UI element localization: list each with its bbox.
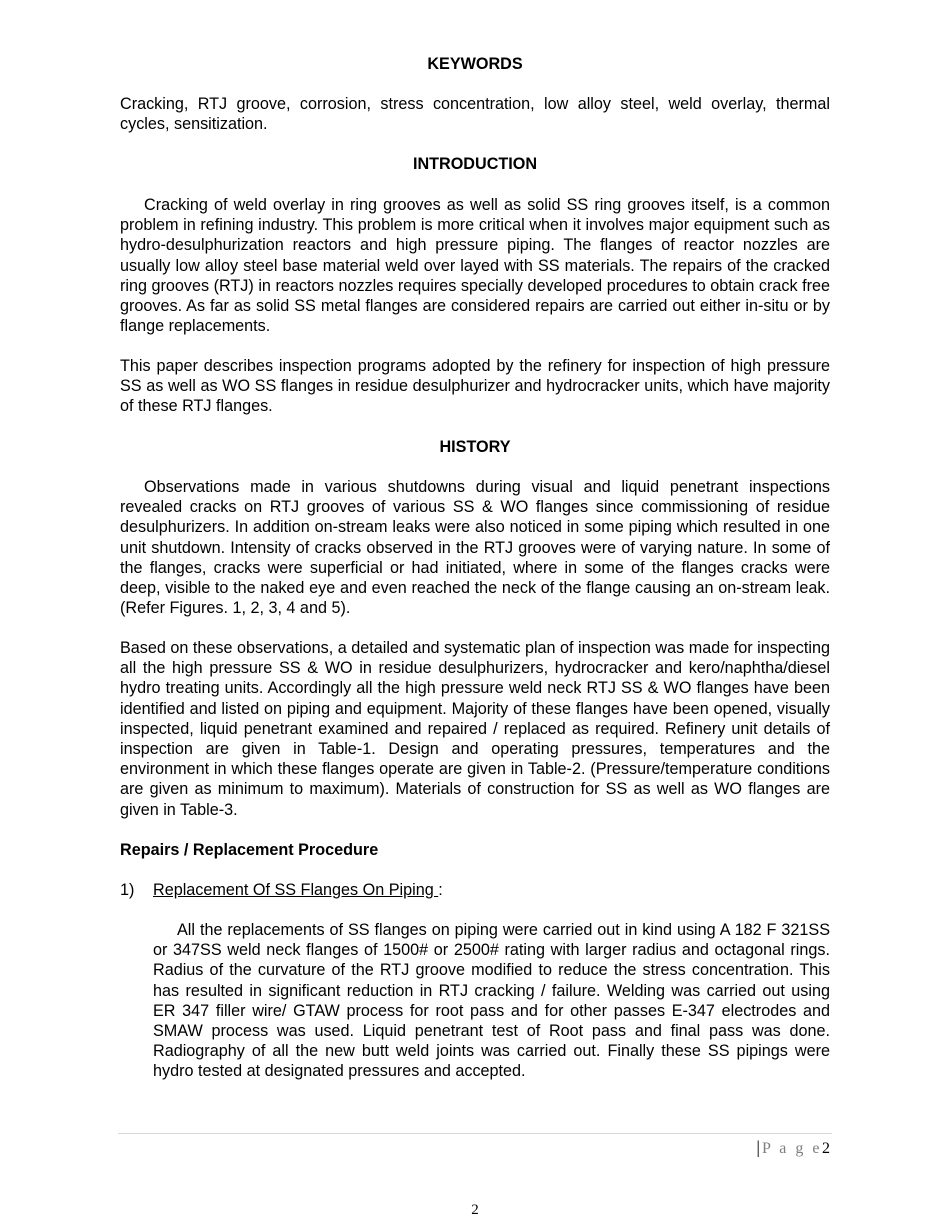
history-paragraph-1: Observations made in various shutdowns during visual and liquid penetrant inspections revealed cracks on RTJ grooves of various SS & WO flanges since commissioning of residue desulphurizers. In addition on-stream leaks were also noticed in some piping which resulted in one unit shutdown. Intensity of cracks observed in the RTJ grooves were of varying nature. In some of the flanges, cracks were superficial or had initiated, where in some of the flanges cracks were deep, visible to the naked eye and even reached the neck of the flange causing an on-stream leak. (Refer Figures. 1, 2, 3, 4 and 5). <box>120 478 830 618</box>
introduction-heading: INTRODUCTION <box>412 155 538 173</box>
footer-bar: | <box>756 1137 760 1157</box>
keywords-text: Cracking, RTJ groove, corrosion, stress concentration, low alloy steel, weld overlay, thermal cycles, sensitization. <box>120 95 830 134</box>
footer-page-number: 2 <box>822 1140 830 1157</box>
footer-page-label <box>756 1137 830 1159</box>
bottom-page-number: 2 <box>471 1202 479 1218</box>
history-paragraph-2: Based on these observations, a detailed and systematic plan of inspection was made for inspecting all the high pressure SS & WO in residue desulphurizers, hydrocracker and kero/naphtha/diesel hydro treating units. Accordingly all the high pressure weld neck RTJ SS & WO flanges have been identified and listed on piping and equipment. Majority of these flanges have been opened, visually inspected, liquid penetrant examined and repaired / replaced as required. Refinery unit details of inspection are given in Table-1. Design and operating pressures, temperatures and the environment in which these flanges operate are given in Table-2. (Pressure/temperature conditions are given as minimum to maximum). Materials of construction for SS as well as WO flanges are given in Table-3. <box>120 639 830 819</box>
introduction-paragraph-2: This paper describes inspection programs adopted by the refinery for inspection of high pressure SS as well as WO SS flanges in residue desulphurizer and hydrocracker units, which have majority of these RTJ flanges. <box>120 357 830 416</box>
list-item-title-suffix: : <box>438 881 443 899</box>
list-item-number: 1) <box>120 881 135 899</box>
list-item-title <box>153 880 443 900</box>
list-item-body: All the replacements of SS flanges on piping were carried out in kind using A 182 F 321SS or 347SS weld neck flanges of 1500# or 2500# rating with larger radius and octagonal rings. Radius of the curvature of the RTJ groove modified to reduce the stress concentration. This has resulted in significant reduction in RTJ cracking / failure. Welding was carried out using ER 347 filler wire/ GTAW process for root pass and for other passes E-347 electrodes and SMAW process was used. Liquid penetrant test of Root pass and final pass was done. Radiography of all the new butt weld joints was carried out. Finally these SS pipings were hydro tested at designated pressures and accepted. <box>153 921 830 1081</box>
footer-divider <box>118 1133 832 1134</box>
repairs-heading: Repairs / Replacement Procedure <box>120 841 379 859</box>
introduction-paragraph-1: Cracking of weld overlay in ring grooves as well as solid SS ring grooves itself, is a common problem in refining industry. This problem is more critical when it involves major equipment such as hydro-desulphurization reactors and high pressure piping. The flanges of reactor nozzles are usually low alloy steel base material weld over layed with SS materials. The repairs of the cracked ring grooves (RTJ) in reactors nozzles requires specially developed procedures to obtain crack free grooves. As far as solid SS metal flanges are considered repairs are carried out either in-situ or by flange replacements. <box>120 196 830 336</box>
history-heading: HISTORY <box>439 438 511 456</box>
list-item-title-text: Replacement Of SS Flanges On Piping <box>153 881 439 899</box>
footer-page-word: P a g e <box>761 1140 822 1157</box>
keywords-heading: KEYWORDS <box>427 55 523 73</box>
